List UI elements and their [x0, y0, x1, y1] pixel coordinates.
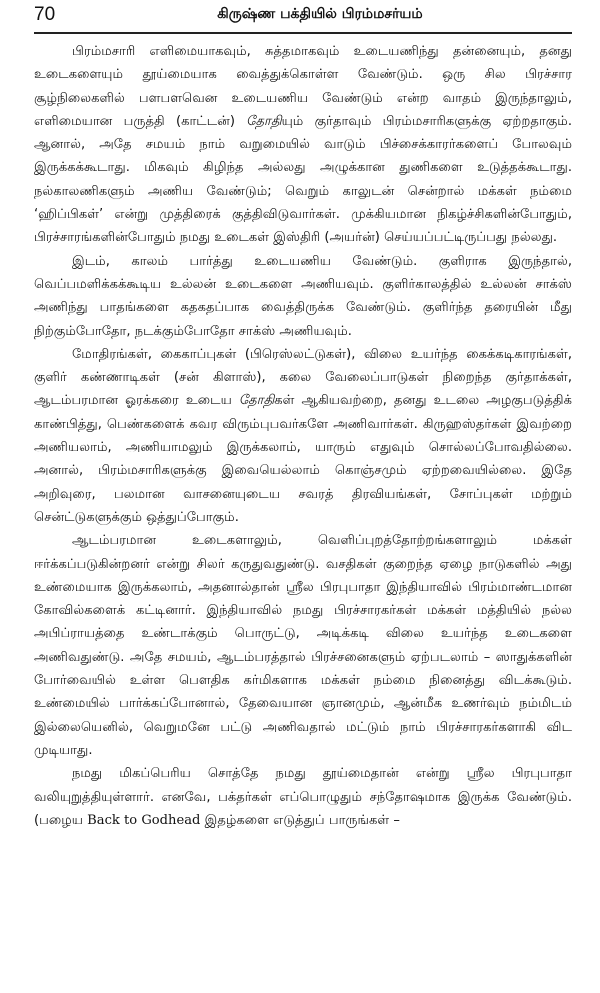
paragraph-text: இடம், காலம் பார்த்து உடையணிய வேண்டும். குளிராக இருந்தால், வெப்பமளிக்கக்கூடிய உல்லன் உடைகளை அணியவும். குளிர்காலத்தில் உல்லன் சாக்ஸ் அணிந்து பாதங்களை கதகதப்பாக வைத்திருக்க வேண்டும். குளிர்ந்த தரையின் மீது நிற்கும்போதோ, நடக்கும்போதோ சாக்ஸ் அணியவும்.	[34, 253, 572, 339]
italic-term: தோதி	[238, 393, 275, 409]
header-rule	[34, 32, 572, 34]
paragraph-text: ஆடம்பரமான உடைகளாலும், வெளிப்புறத்தோற்றங்களாலும் மக்கள் ஈர்க்கப்படுகின்றனர் என்று சிலர் கருதுவதுண்டு. வசதிகள் குறைந்த ஏழை நாடுகளில் அது உண்மையாக இருக்கலாம், அதனால்தான் ஸ்ரீல பிரபுபாதா இந்தியாவில் பிரம்மாண்டமான கோவில்களைக் கட்டினார். இந்தியாவில் நமது பிரச்சாரகர்கள் மக்கள் மத்தியில் நல்ல அபிப்ராயத்தை உண்டாக்கும் பொருட்டு, அடிக்கடி விலை உயர்ந்த உடைகளை அணிவதுண்டு. அதே சமயம், ஆடம்பரத்தால் பிரச்சனைகளும் ஏற்படலாம் – ஸாதுக்களின் போர்வையில் உள்ள பௌதிக கர்மிகளாக மக்கள் நம்மை நினைத்து விடக்கூடும். உண்மையில் பார்க்கப்போனால், தேவையான ஞானமும், ஆன்மீக உணர்வும் நம்மிடம் இல்லையெனில், வெறுமனே பட்டு அணிவதால் மட்டும் நாம் பிரச்சாரகர்களாகி விட முடியாது.	[34, 533, 572, 758]
page-number: 70	[34, 4, 56, 25]
paragraph-text: கள் ஆகியவற்றை, தனது உடலை அழகுபடுத்திக் காண்பித்து, பெண்களைக் கவர விரும்புபவர்களே அணிவார்கள். கிருஹஸ்தர்கள் இவற்றை அணியலாம், அணியாமலும் இருக்கலாம், யாரும் எதுவும் சொல்லப்போவதில்லை. அனால், பிரம்மசாரிகளுக்கு இவையெல்லாம் கொஞ்சமும் ஏற்றவையில்லை. இதே அறிவுரை, பலமான வாசனையுடைய சவரத் திரவியங்கள், சோப்புகள் மற்றும் சென்ட்டுகளுக்கும் ஒத்துப்போகும்.	[34, 393, 572, 525]
paragraph-text: நமது மிகப்பெரிய சொத்தே நமது தூய்மைதான் என்று ஸ்ரீல பிரபுபாதா வலியுறுத்தியுள்ளார். எனவே, பக்தர்கள் எப்பொழுதும் சந்தோஷமாக இருக்க வேண்டும். (பழைய	[34, 766, 572, 828]
page-header	[0, 0, 600, 38]
paragraph-text: பிரம்மசாரி எளிமையாகவும், சுத்தமாகவும் உடையணிந்து தன்னையும், தனது உடைகளையும் தூய்மையாக வைத்துக்கொள்ள வேண்டும். ஒரு சில பிரச்சார சூழ்நிலைகளில் பளபளவென உடையணிய வேண்டும் என்ற வாதம் இருந்தாலும், எளிமையான பருத்தி (காட்டன்)	[34, 44, 572, 129]
body-text	[34, 40, 572, 832]
paragraph-3	[34, 343, 572, 529]
italic-term: தோதி	[246, 113, 282, 129]
running-title: கிருஷ்ண பக்தியில் பிரம்மசர்யம்	[217, 6, 423, 22]
paragraph-5	[34, 762, 572, 832]
paragraph-2	[34, 250, 572, 343]
magazine-title: Back to Godhead	[87, 812, 201, 828]
paragraph-text: இதழ்களை எடுத்துப் பாருங்கள் –	[200, 812, 400, 828]
paragraph-1	[34, 40, 572, 250]
paragraph-4	[34, 529, 572, 762]
paragraph-text: யும் குர்தாவும் பிரம்மசாரிகளுக்கு ஏற்றதாகும். ஆனால், அதே சமயம் நாம் வறுமையில் வாடும் பிச்சைக்காரர்களைப் போலவும் இருக்கக்கூடாது. மிகவும் கிழிந்த அல்லது அழுக்கான துணிகளை உடுத்தக்கூடாது. நல்காலணிகளும் அணிய வேண்டும்; வெறும் காலுடன் சென்றால் மக்கள் நம்மை ‘ஹிப்பிகள்’ என்று முத்திரைக் குத்திவிடுவார்கள். முக்கியமான நிகழ்ச்சிகளின்போதும், பிரச்சாரங்களின்போதும் நமது உடைகள் இஸ்திரி (அயர்ன்) செய்யப்பட்டிருப்பது நல்லது.	[34, 113, 572, 246]
paragraph-text: மோதிரங்கள், கைகாப்புகள் (பிரெஸ்லட்டுகள்), விலை உயர்ந்த கைக்கடிகாரங்கள், குளிர் கண்ணாடிகள் (சன் கிளாஸ்), கலை வேலைப்பாடுகள் நிறைந்த குர்தாக்கள், ஆடம்பரமான ஓரக்கரை உடைய	[34, 346, 572, 409]
